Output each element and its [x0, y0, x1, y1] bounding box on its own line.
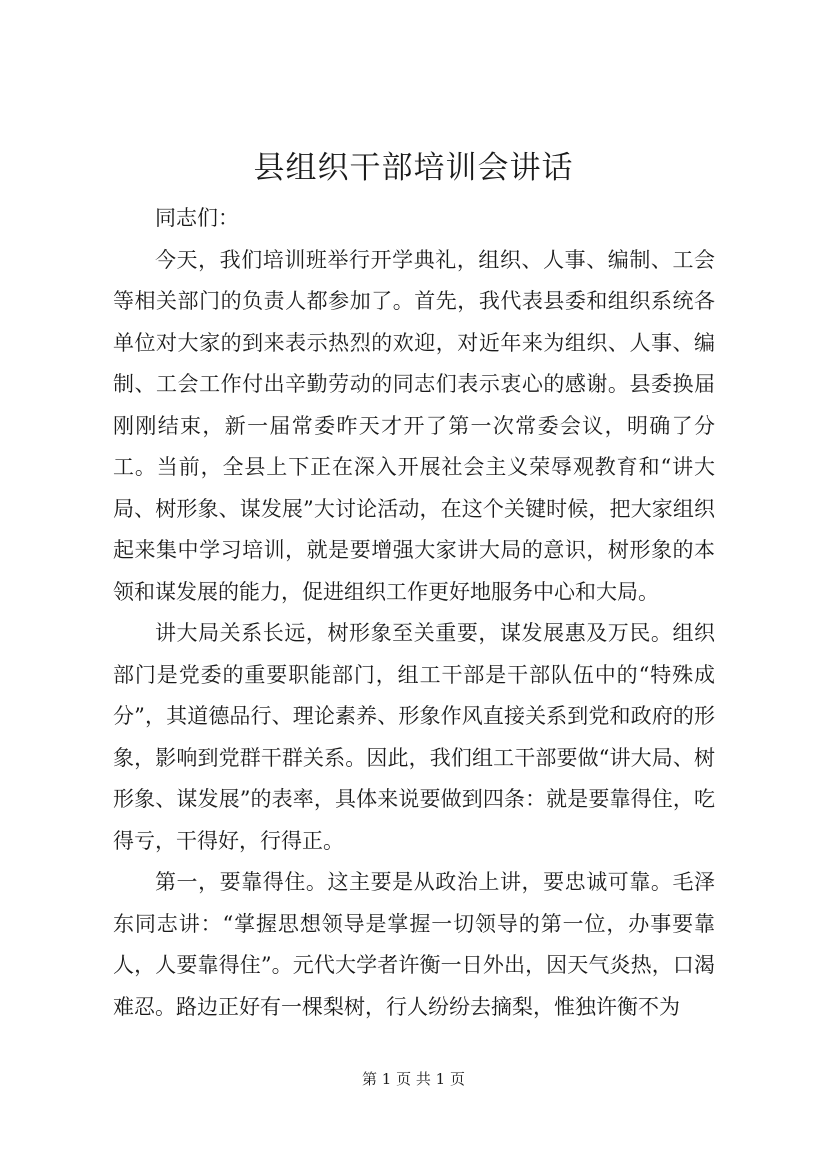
- document-title: 县组织干部培训会讲话: [253, 150, 574, 186]
- page-footer: 第 1 页 共 1 页: [362, 1070, 465, 1088]
- salutation: 同志们：: [155, 206, 239, 230]
- paragraph-1: 今天，我们培训班举行开学典礼，组织、人事、编制、工会等相关部门的负责人都参加了。首先，我代表县委和组织系统各单位对大家的到来表示热烈的欢迎，对近年来为组织、人事、编制、工会工作付出辛勤劳动的同志们表示衷心的感谢。县委换届刚刚结束，新一届常委昨天才开了第一次常委会议，明确了分工。当前，全县上下正在深入开展社会主义荣辱观教育和“讲大局、树形象、谋发展”大讨论活动，在这个关键时候，把大家组织起来集中学习培训，就是要增强大家讲大局的意识，树形象的本领和谋发展的能力，促进组织工作更好地服务中心和大局。: [113, 247, 715, 604]
- paragraph-2: 讲大局关系长远，树形象至关重要，谋发展惠及万民。组织部门是党委的重要职能部门，组工干部是干部队伍中的“特殊成分”，其道德品行、理论素养、形象作风直接关系到党和政府的形象，影响到党群干群关系。因此，我们组工干部要做“讲大局、树形象、谋发展”的表率，具体来说要做到四条：就是要靠得住，吃得亏，干得好，行得正。: [113, 621, 715, 853]
- paragraph-3: 第一，要靠得住。这主要是从政治上讲，要忠诚可靠。毛泽东同志讲：“掌握思想领导是掌握一切领导的第一位，办事要靠人，人要靠得住”。元代大学者许衡一日外出，因天气炎热，口渴难忍。路边正好有一棵梨树，行人纷纷去摘梨，惟独许衡不为: [113, 870, 715, 1019]
- document-body: [113, 198, 715, 1028]
